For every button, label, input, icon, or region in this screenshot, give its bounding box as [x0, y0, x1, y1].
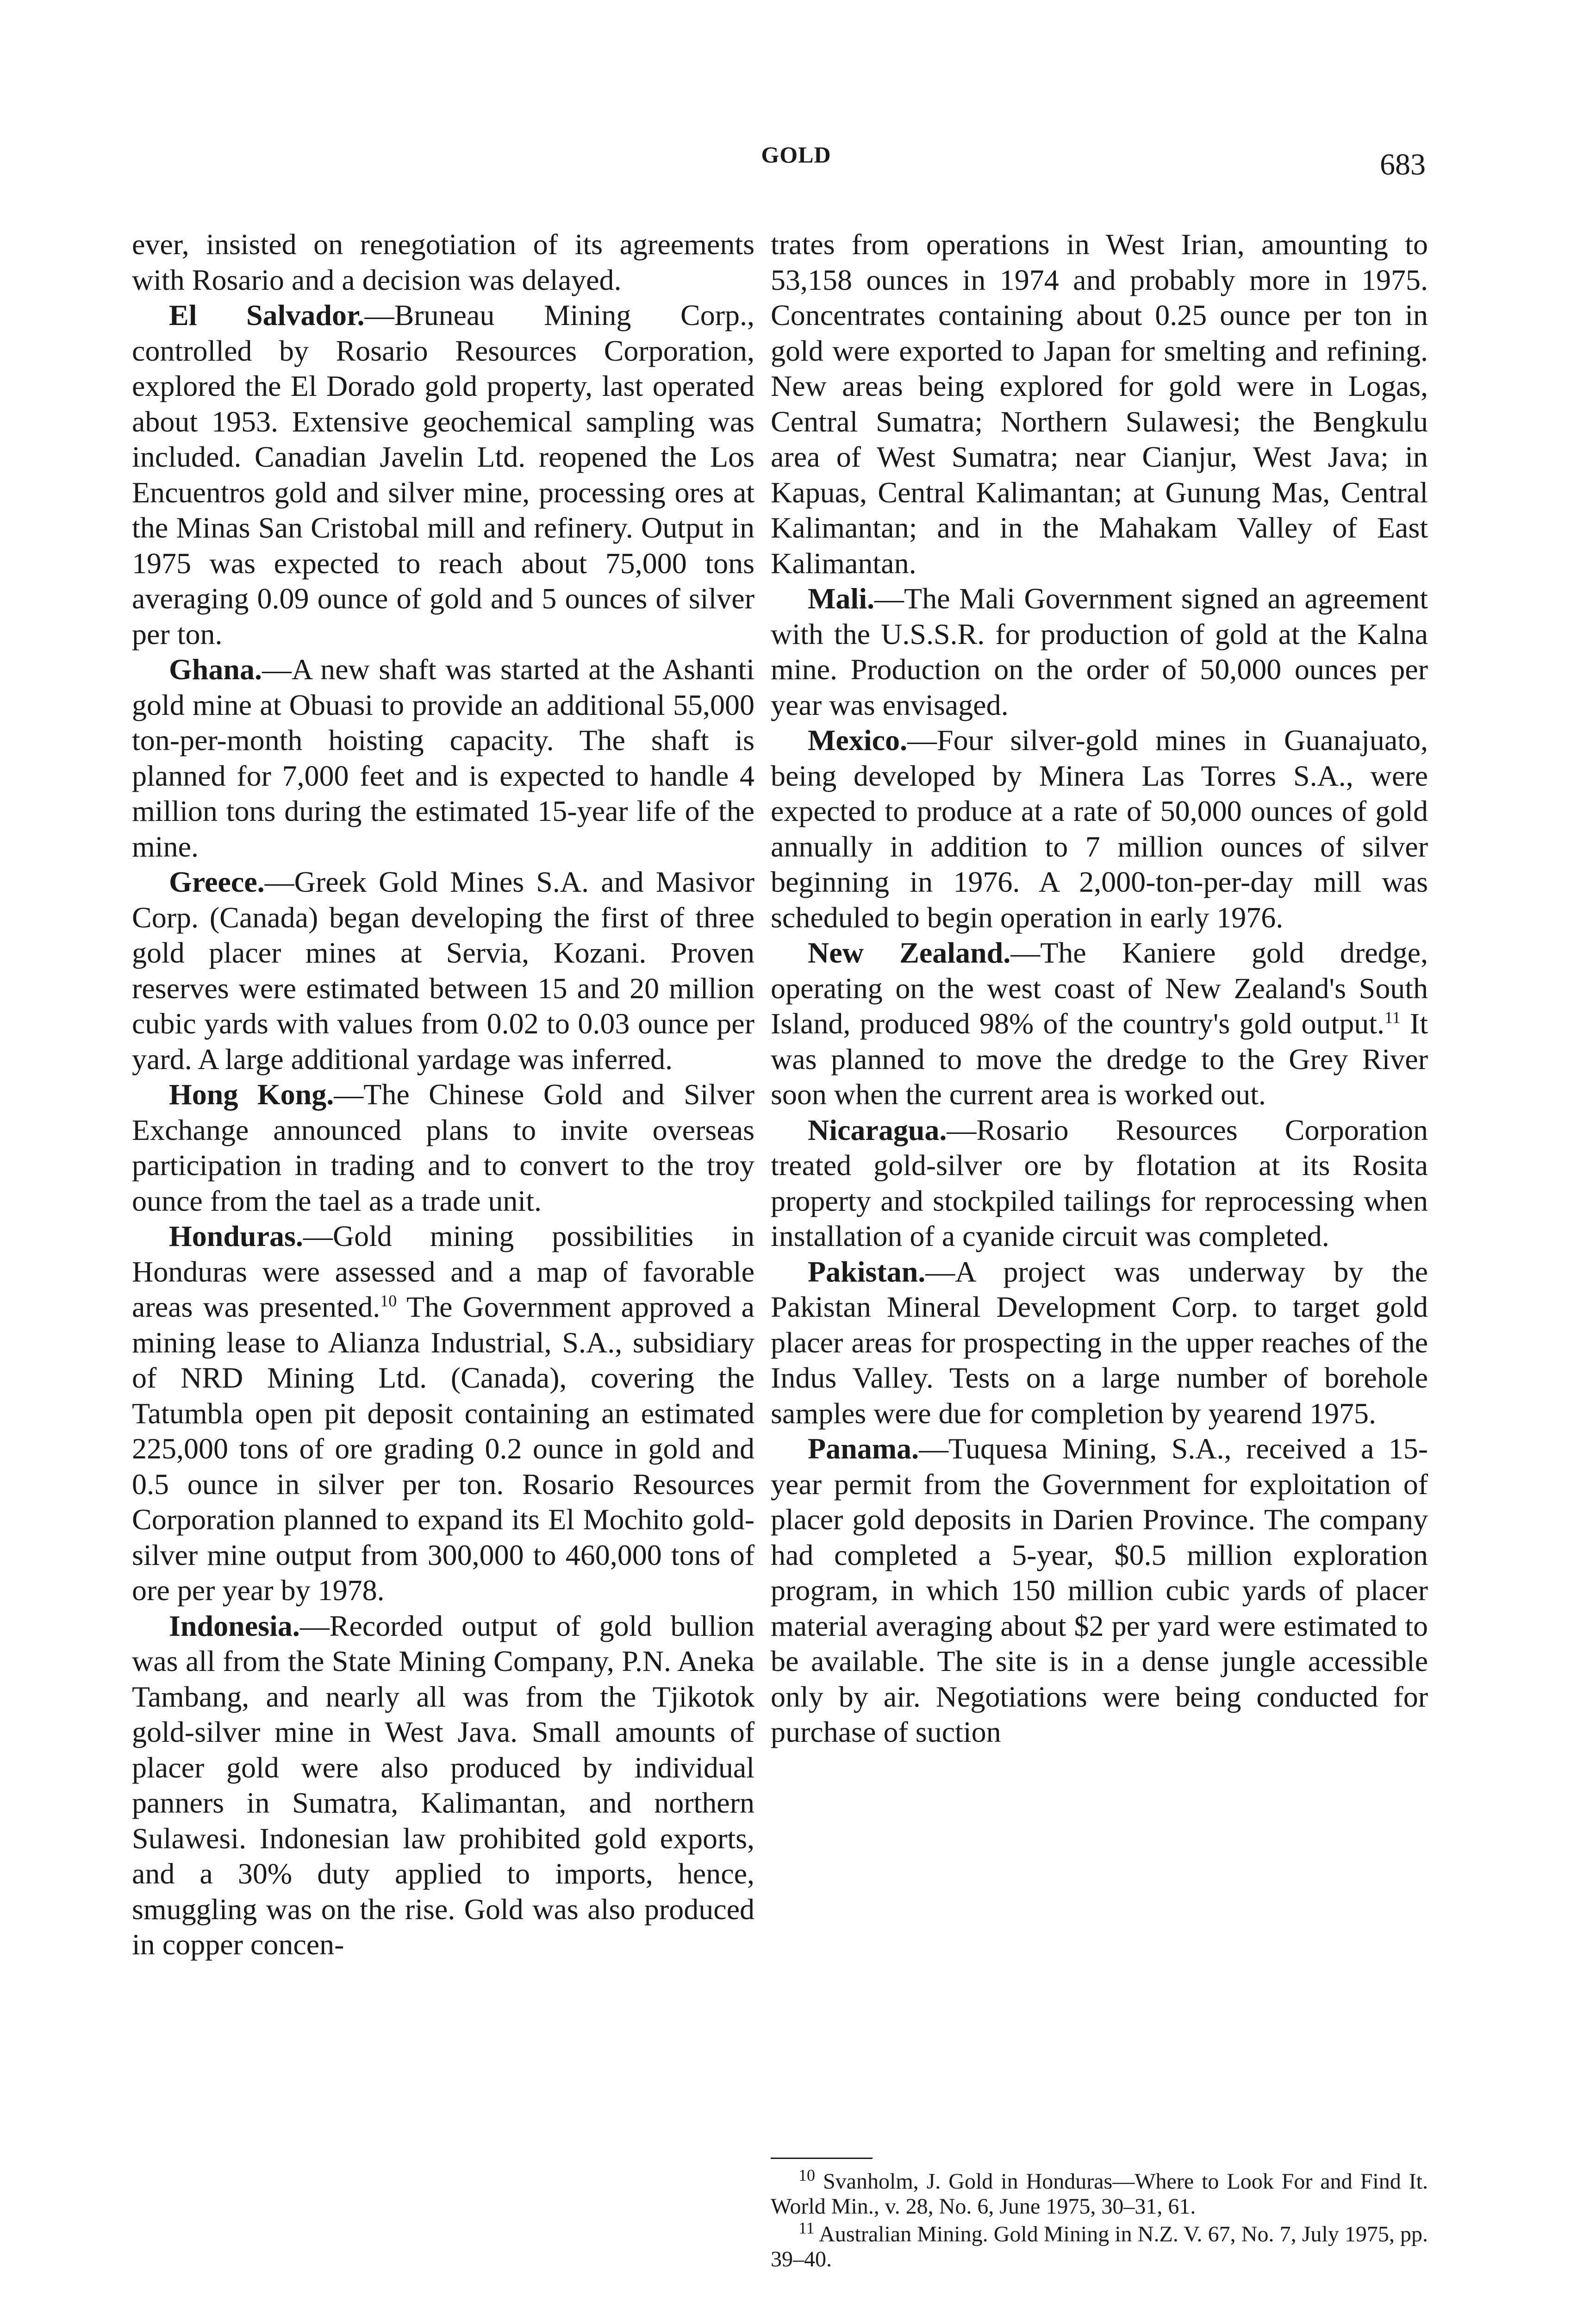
- paragraph-indonesia: [132, 1608, 754, 1963]
- paragraph-text: —Bruneau Mining Corp., controlled by Rosario Resources Corporation, explored the El Dorado gold property, last operated about 1953. Extensive geochemical sampling was included. Canadian Javelin Ltd. reopened the Los Encuentros gold and silver mine, processing ores at the Minas San Cristobal mill and refinery. Output in 1975 was expected to reach about 75,000 tons averaging 0.09 ounce of gold and 5 ounces of silver per ton.: [132, 299, 755, 651]
- paragraph-greece: [132, 864, 754, 1077]
- paragraph-text: —The Kaniere gold dredge, operating on the west coast of New Zealand's South Island, produced 98% of the country's gold output.: [771, 936, 1428, 1040]
- paragraph-el-salvador: [132, 298, 754, 652]
- paragraph-text: —Recorded output of gold bullion was all from the State Mining Company, P.N. Aneka Tambang, and nearly all was from the Tjikotok gold-silver mine in West Java. Small amounts of placer gold were also produced by individual panners in Sumatra, Kalimantan, and northern Sulawesi. Indonesian law prohibited gold exports, and a 30% duty applied to imports, hence, smuggling was on the rise. Gold was also produced in copper concen-: [132, 1609, 754, 1961]
- paragraph-text: —Rosario Resources Corporation treated gold-silver ore by flotation at its Rosita property and stockpiled tailings for reprocessing when installation of a cyanide circuit was completed.: [771, 1113, 1428, 1252]
- paragraph-continued: trates from operations in West Irian, amounting to 53,158 ounces in 1974 and probably more in 1975. Concentrates containing about 0.25 ounce per ton in gold were exported to Japan for smelting and refining. New areas being explored for gold were in Logas, Central Sumatra; Northern Sulawesi; the Bengkulu area of West Sumatra; near Cianjur, West Java; in Kapuas, Central Kalimantan; at Gunung Mas, Central Kalimantan; and in the Mahakam Valley of East Kalimantan.: [771, 228, 1428, 580]
- paragraph-mexico: [771, 723, 1428, 935]
- left-column: [132, 227, 754, 1963]
- paragraph-continued: ever, insisted on renegotiation of its agreements with Rosario and a decision was delayed.: [132, 228, 754, 296]
- footnote-text: Australian Mining. Gold Mining in N.Z. V. 67, No. 7, July 1975, pp. 39–40.: [771, 2222, 1428, 2271]
- paragraph-hong-kong: [132, 1077, 754, 1219]
- footnote-ref-11[interactable]: 11: [1384, 1008, 1401, 1027]
- paragraph-text: —The Chinese Gold and Silver Exchange announced plans to invite overseas participation in trading and to convert to the troy ounce from the tael as a trade unit.: [132, 1078, 755, 1217]
- footnote-number: 11: [798, 2219, 815, 2237]
- country-heading-hong-kong: Hong Kong.: [169, 1078, 334, 1111]
- country-heading-pakistan: Pakistan.: [808, 1255, 926, 1288]
- paragraph-pakistan: [771, 1254, 1428, 1432]
- paragraph-text: It was planned to move the dredge to the Grey River soon when the current area is worked out.: [771, 1007, 1428, 1111]
- paragraph-text: —The Mali Government signed an agreement with the U.S.S.R. for production of gold at the Kalna mine. Production on the order of 50,000 ounces per year was envisaged.: [771, 582, 1428, 721]
- footnote-divider: [771, 2158, 873, 2159]
- paragraph-panama: [771, 1431, 1428, 1750]
- country-heading-mali: Mali.: [808, 582, 874, 615]
- footnotes: [771, 2158, 1428, 2275]
- country-heading-ghana: Ghana.: [169, 653, 262, 686]
- paragraph-text: —Greek Gold Mines S.A. and Masivor Corp. (Canada) began developing the first of three gold placer mines at Servia, Kozani. Proven reserves were estimated between 15 and 20 million cubic yards with values from 0.02 to 0.03 ounce per yard. A large additional yardage was inferred.: [132, 865, 754, 1076]
- paragraph-text: —Four silver-gold mines in Guanajuato, being developed by Minera Las Torres S.A., were expected to produce at a rate of 50,000 ounces of gold annually in addition to 7 million ounces of silver beginning in 1976. A 2,000-ton-per-day mill was scheduled to begin operation in early 1976.: [771, 724, 1428, 934]
- paragraph-text: The Government approved a mining lease to Alianza Industrial, S.A., subsidiary of NRD Mining Ltd. (Canada), covering the Tatumbla open pit deposit containing an estimated 225,000 tons of ore grading 0.2 ounce in gold and 0.5 ounce in silver per ton. Rosario Resources Corporation planned to expand its El Mochito gold-silver mine output from 300,000 to 460,000 tons of ore per year by 1978.: [132, 1290, 755, 1607]
- country-heading-nicaragua: Nicaragua.: [808, 1113, 947, 1146]
- paragraph-mali: [771, 581, 1428, 723]
- footnote-number: 10: [798, 2166, 815, 2184]
- paragraph-ghana: [132, 652, 754, 864]
- country-heading-new-zealand: New Zealand.: [808, 936, 1011, 969]
- country-heading-indonesia: Indonesia.: [169, 1609, 300, 1642]
- footnote-text: Svanholm, J. Gold in Honduras—Where to Look For and Find It. World Min., v. 28, No. 6, June 1975, 30–31, 61.: [771, 2169, 1428, 2219]
- page-number: 683: [1380, 148, 1426, 181]
- country-heading-mexico: Mexico.: [808, 724, 907, 757]
- paragraph-text: —A new shaft was started at the Ashanti gold mine at Obuasi to provide an additional 55,000 ton-per-month hoisting capacity. The shaft is planned for 7,000 feet and is expected to handle 4 million tons during the estimated 15-year life of the mine.: [132, 653, 754, 863]
- footnote-10: [771, 2166, 1428, 2219]
- paragraph-nicaragua: [771, 1113, 1428, 1254]
- country-heading-greece: Greece.: [169, 865, 265, 898]
- country-heading-honduras: Honduras.: [169, 1220, 303, 1252]
- paragraph-text: —Tuquesa Mining, S.A., received a 15-year permit from the Government for exploitation of placer gold deposits in Darien Province. The company had completed a 5-year, $0.5 million exploration program, in which 150 million cubic yards of placer material averaging about $2 per yard were estimated to be available. The site is in a dense jungle accessible only by air. Negotiations were being conducted for purchase of suction: [771, 1432, 1428, 1748]
- paragraph-honduras: [132, 1219, 754, 1608]
- right-column: [771, 227, 1428, 1750]
- footnote-ref-10[interactable]: 10: [380, 1291, 397, 1310]
- paragraph-text: —A project was underway by the Pakistan Mineral Development Corp. to target gold placer areas for prospecting in the upper reaches of the Indus Valley. Tests on a large number of borehole samples were due for completion by yearend 1975.: [771, 1255, 1428, 1430]
- country-heading-panama: Panama.: [808, 1432, 919, 1465]
- footnote-11: [771, 2219, 1428, 2272]
- paragraph-text: —Gold mining possibilities in Honduras were assessed and a map of favorable areas was presented.: [132, 1220, 754, 1323]
- country-heading-el-salvador: El Salvador.: [169, 299, 365, 332]
- running-title: GOLD: [761, 142, 831, 168]
- paragraph-new-zealand: [771, 935, 1428, 1113]
